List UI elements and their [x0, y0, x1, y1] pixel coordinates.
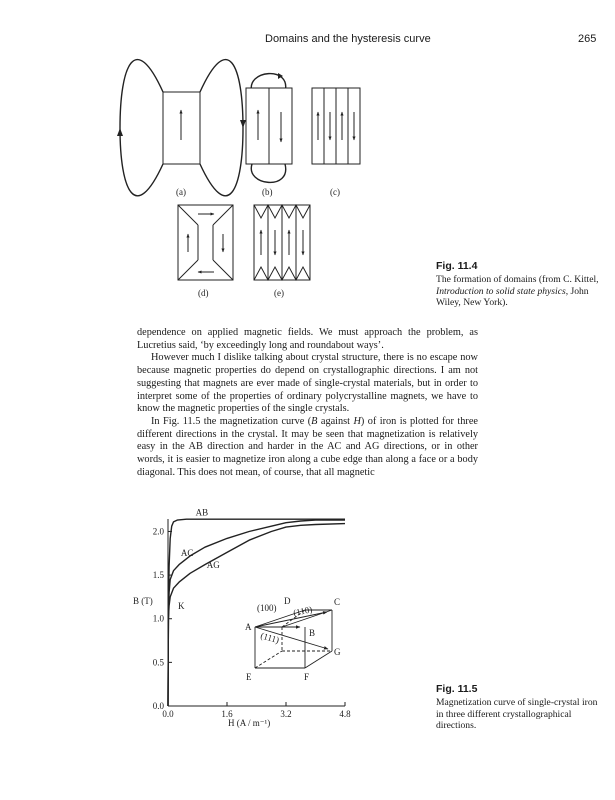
y-axis-label: B (T)	[133, 596, 153, 606]
paragraph-1: dependence on applied magnetic fields. We must approach the problem, as Lucretius said, ‘by exceedingly long and roundabout ways’.	[137, 327, 478, 351]
paragraph-3: In Fig. 11.5 the magnetization curve (B against H) of iron is plotted for three different directions in the crystal. It may be seen that magnetization is relatively easy in the AB direction and harder in the AC and AG directions, or in other words, it is easier to magnetize iron along a cube edge than along a face or a body diagonal. This does not mean, of course, that all magnetic	[137, 415, 478, 478]
figure-11-5-caption	[436, 684, 606, 732]
x-tick-label: 1.6	[221, 709, 233, 719]
caption-text: The formation of domains (from C. Kittel,	[436, 273, 599, 285]
x-tick-label: 4.8	[339, 709, 351, 719]
inset-label-c: C	[334, 597, 341, 607]
caption-title-11-5: Fig. 11.5	[436, 683, 478, 695]
panel-label-c: (c)	[330, 187, 340, 197]
caption-book-title: Introduction to solid state physics	[436, 285, 566, 297]
caption-text-11-5: Magnetization curve of single-crystal iron in three different crystallographical directions.	[436, 696, 598, 732]
x-axis-label: H (A / m⁻¹)	[228, 718, 271, 728]
inset-label-b: B	[309, 628, 316, 638]
caption-title: Fig. 11.4	[436, 260, 478, 272]
chart-series-labels	[181, 508, 220, 570]
inset-label-d: D	[284, 596, 291, 606]
panel-label-e: (e)	[274, 288, 284, 298]
y-tick-label: 0.5	[152, 657, 164, 668]
inset-label-a: A	[245, 622, 252, 632]
running-head: Domains and the hysteresis curve	[265, 33, 431, 45]
y-tick-label: 2.0	[152, 526, 164, 537]
series-label-ag: AG	[206, 560, 220, 571]
series-label-ab: AB	[195, 507, 209, 518]
y-tick-label: 1.5	[152, 570, 164, 581]
inset-label-e: E	[246, 672, 252, 682]
y-tick-label: 1.0	[152, 613, 164, 624]
series-line-ac	[168, 520, 345, 706]
x-tick-label: 0.0	[162, 709, 174, 719]
inset-label-g: G	[334, 647, 341, 657]
panel-label-b: (b)	[262, 187, 273, 197]
panel-label-d: (d)	[198, 288, 209, 298]
page-number: 265	[578, 33, 597, 45]
panel-label-a: (a)	[176, 187, 186, 197]
inset-label-100: (100)	[257, 603, 277, 613]
caption-text-end: , John Wiley, New York).	[436, 285, 589, 309]
inset-label-110: (110)	[292, 604, 314, 618]
annotation-k: K	[178, 601, 185, 611]
inset-label-111: (111)	[259, 630, 281, 646]
x-tick-label: 3.2	[280, 709, 292, 719]
series-label-ac: AC	[180, 547, 194, 558]
inset-label-f: F	[304, 672, 310, 682]
paragraph-2: However much I dislike talking about crystal structure, there is no escape now because magnetic properties do depend on crystallographic directions. I am not suggesting that magnets are ever made of single-crystal materials, but in order to interpret some of the properties of ordinary polycrystalline magnets, we have to know the magnetic properties of the single crystals.	[137, 352, 478, 415]
y-tick-label: 0.0	[152, 701, 164, 711]
